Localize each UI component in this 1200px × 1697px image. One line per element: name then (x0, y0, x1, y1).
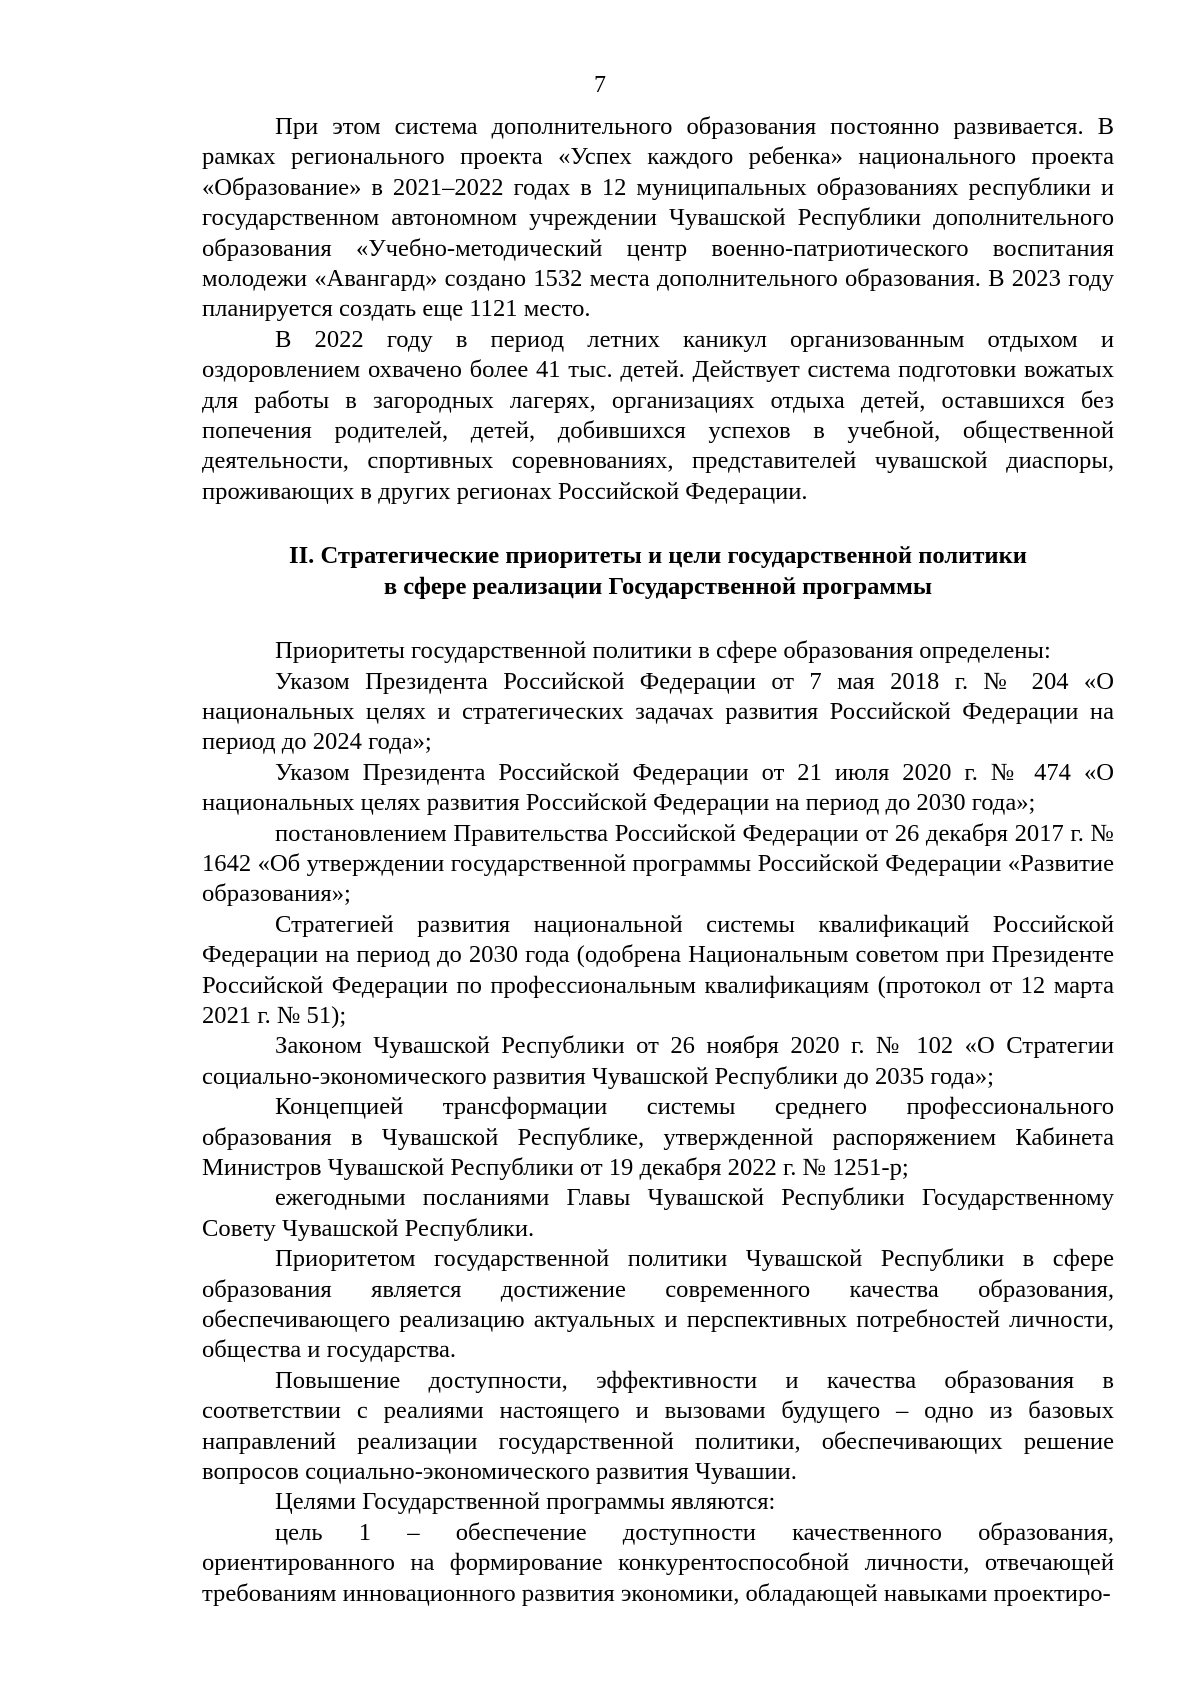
paragraph: В 2022 году в период летних каникул организованным отдыхом и оздоровлением охвачено более 41 тыс. детей. Действует система подготовки вожатых для работы в загородных лагерях, организациях отдыха детей, оставшихся без попечения родителей, детей, добившихся успехов в учебной, общественной деятельности, спортивных соревнованиях, представителей чувашской диаспоры, проживающих в других регионах Российской Федерации. (202, 325, 1114, 505)
document-body (202, 112, 1114, 1609)
paragraph: Повышение доступности, эффективности и качества образования в соответствии с реалиями настоящего и вызовами будущего – одно из базовых направлений реализации государственной политики, обеспечивающих решение вопросов социально-экономического развития Чувашии. (202, 1366, 1114, 1486)
section-heading-line: II. Стратегические приоритеты и цели государственной политики (289, 542, 1027, 570)
paragraph: постановлением Правительства Российской Федерации от 26 декабря 2017 г. № 1642 «Об утверждении государственной программы Российской Федерации «Развитие образования»; (202, 819, 1114, 908)
page-number: 7 (594, 72, 606, 98)
paragraph: ежегодными посланиями Главы Чувашской Республики Государственному Совету Чувашской Республики. (202, 1184, 1114, 1242)
section-heading (202, 541, 1114, 602)
paragraph: При этом система дополнительного образования постоянно развивается. В рамках регионального проекта «Успех каждого ребенка» национального проекта «Образование» в 2021–2022 годах в 12 муниципальных образованиях республики и государственном автономном учреждении Чувашской Республики дополнительного образования «Учебно-методический центр военно-патриотического воспитания молодежи «Авангард» создано 1532 места дополнительного образования. В 2023 году планируется создать еще 1121 место. (202, 113, 1114, 323)
paragraph: Приоритетом государственной политики Чувашской Республики в сфере образования является достижение современного качества образования, обеспечивающего реализацию актуальных и перспективных потребностей личности, общества и государства. (202, 1245, 1114, 1364)
paragraph: Указом Президента Российской Федерации от 7 мая 2018 г. № 204 «О национальных целях и стратегических задачах развития Российской Федерации на период до 2024 года»; (202, 667, 1114, 756)
section-heading-line: в сфере реализации Государственной программы (383, 572, 933, 600)
paragraph: цель 1 – обеспечение доступности качественного образования, ориентированного на формирование конкурентоспособной личности, отвечающей требованиям инновационного развития экономики, обладающей навыками проектиро- (202, 1518, 1114, 1607)
paragraph: Целями Государственной программы являются: (275, 1488, 776, 1516)
paragraph: Законом Чувашской Республики от 26 ноября 2020 г. № 102 «О Стратегии социально-экономического развития Чувашской Республики до 2035 года»; (202, 1032, 1114, 1090)
paragraph: Стратегией развития национальной системы квалификаций Российской Федерации на период до 2030 года (одобрена Национальным советом при Президенте Российской Федерации по профессиональным квалификациям (протокол от 12 марта 2021 г. № 51); (202, 910, 1114, 1029)
paragraph: Приоритеты государственной политики в сфере образования определены: (275, 637, 1051, 665)
paragraph: Указом Президента Российской Федерации от 21 июля 2020 г. № 474 «О национальных целях развития Российской Федерации на период до 2030 года»; (202, 758, 1114, 817)
paragraph: Концепцией трансформации системы среднего профессионального образования в Чувашской Республике, утвержденной распоряжением Кабинета Министров Чувашской Республики от 19 декабря 2022 г. № 1251-р; (202, 1093, 1114, 1181)
